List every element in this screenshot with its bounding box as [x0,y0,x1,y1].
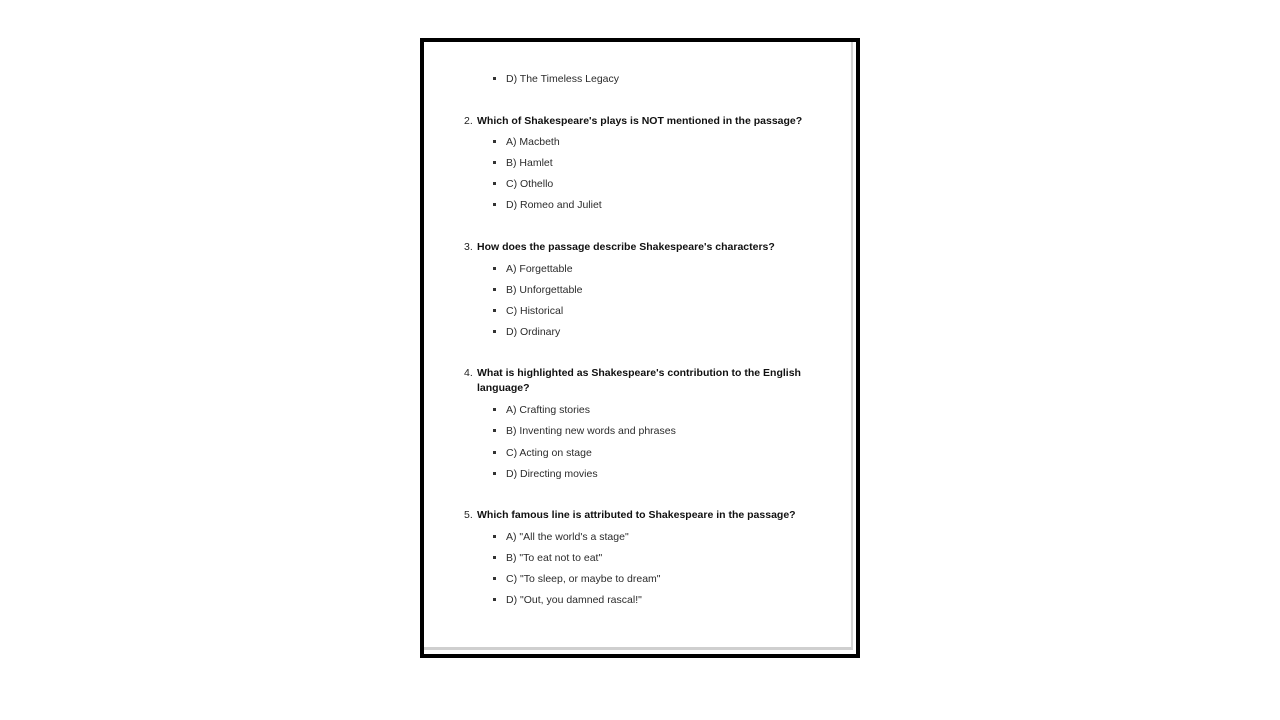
option-q4-a [506,403,590,417]
bullet-icon [493,535,496,538]
option-q3-b [506,283,582,297]
option-q5-a [506,530,629,544]
question-5 [464,508,804,523]
question-number: 5. [464,509,473,521]
option-q3-a [506,262,573,276]
bullet-icon [493,267,496,270]
option-q2-b [506,156,553,170]
option-label: B) "To eat not to eat" [506,552,603,564]
option-q5-d [506,593,642,607]
question-text: What is highlighted as Shakespeare's contribution to the English language? [477,367,801,394]
question-2 [464,114,804,129]
option-label: A) "All the world's a stage" [506,531,629,543]
bullet-icon [493,330,496,333]
bullet-icon [493,429,496,432]
question-number: 4. [464,367,473,379]
question-text: Which famous line is attributed to Shakespeare in the passage? [477,509,796,521]
bullet-icon [493,182,496,185]
bullet-icon [493,77,496,80]
option-q1-d [506,72,619,86]
option-q4-b [506,424,676,438]
bullet-icon [493,161,496,164]
bullet-icon [493,288,496,291]
option-label: B) Unforgettable [506,284,583,296]
option-label: D) Romeo and Juliet [506,199,602,211]
bullet-icon [493,556,496,559]
option-q4-c [506,446,592,460]
document-frame [420,38,860,658]
bullet-icon [493,140,496,143]
question-4 [464,366,804,396]
option-label: D) "Out, you damned rascal!" [506,594,642,606]
option-label: C) Historical [506,305,564,317]
option-q3-d [506,325,560,339]
option-q5-c [506,572,661,586]
bullet-icon [493,472,496,475]
option-label: A) Macbeth [506,136,560,148]
question-text: Which of Shakespeare's plays is NOT mentioned in the passage? [477,115,803,127]
option-q4-d [506,467,598,481]
option-label: C) "To sleep, or maybe to dream" [506,573,661,585]
option-q3-c [506,304,563,318]
question-number: 3. [464,241,473,253]
bullet-icon [493,598,496,601]
option-q2-a [506,135,560,149]
option-label: A) Forgettable [506,263,573,275]
option-label: D) Ordinary [506,326,561,338]
question-number: 2. [464,115,473,127]
option-label: A) Crafting stories [506,404,591,416]
option-q5-b [506,551,602,565]
option-label: D) Directing movies [506,468,598,480]
option-q2-c [506,177,553,191]
bullet-icon [493,577,496,580]
question-3 [464,240,804,255]
option-label: C) Othello [506,178,554,190]
bullet-icon [493,203,496,206]
bullet-icon [493,408,496,411]
bullet-icon [493,309,496,312]
question-text: How does the passage describe Shakespeare's characters? [477,241,775,253]
option-label: B) Inventing new words and phrases [506,425,676,437]
document-page [424,42,853,650]
option-q2-d [506,198,602,212]
option-label: B) Hamlet [506,157,553,169]
option-label: D) The Timeless Legacy [506,73,620,85]
option-label: C) Acting on stage [506,447,592,459]
bullet-icon [493,451,496,454]
